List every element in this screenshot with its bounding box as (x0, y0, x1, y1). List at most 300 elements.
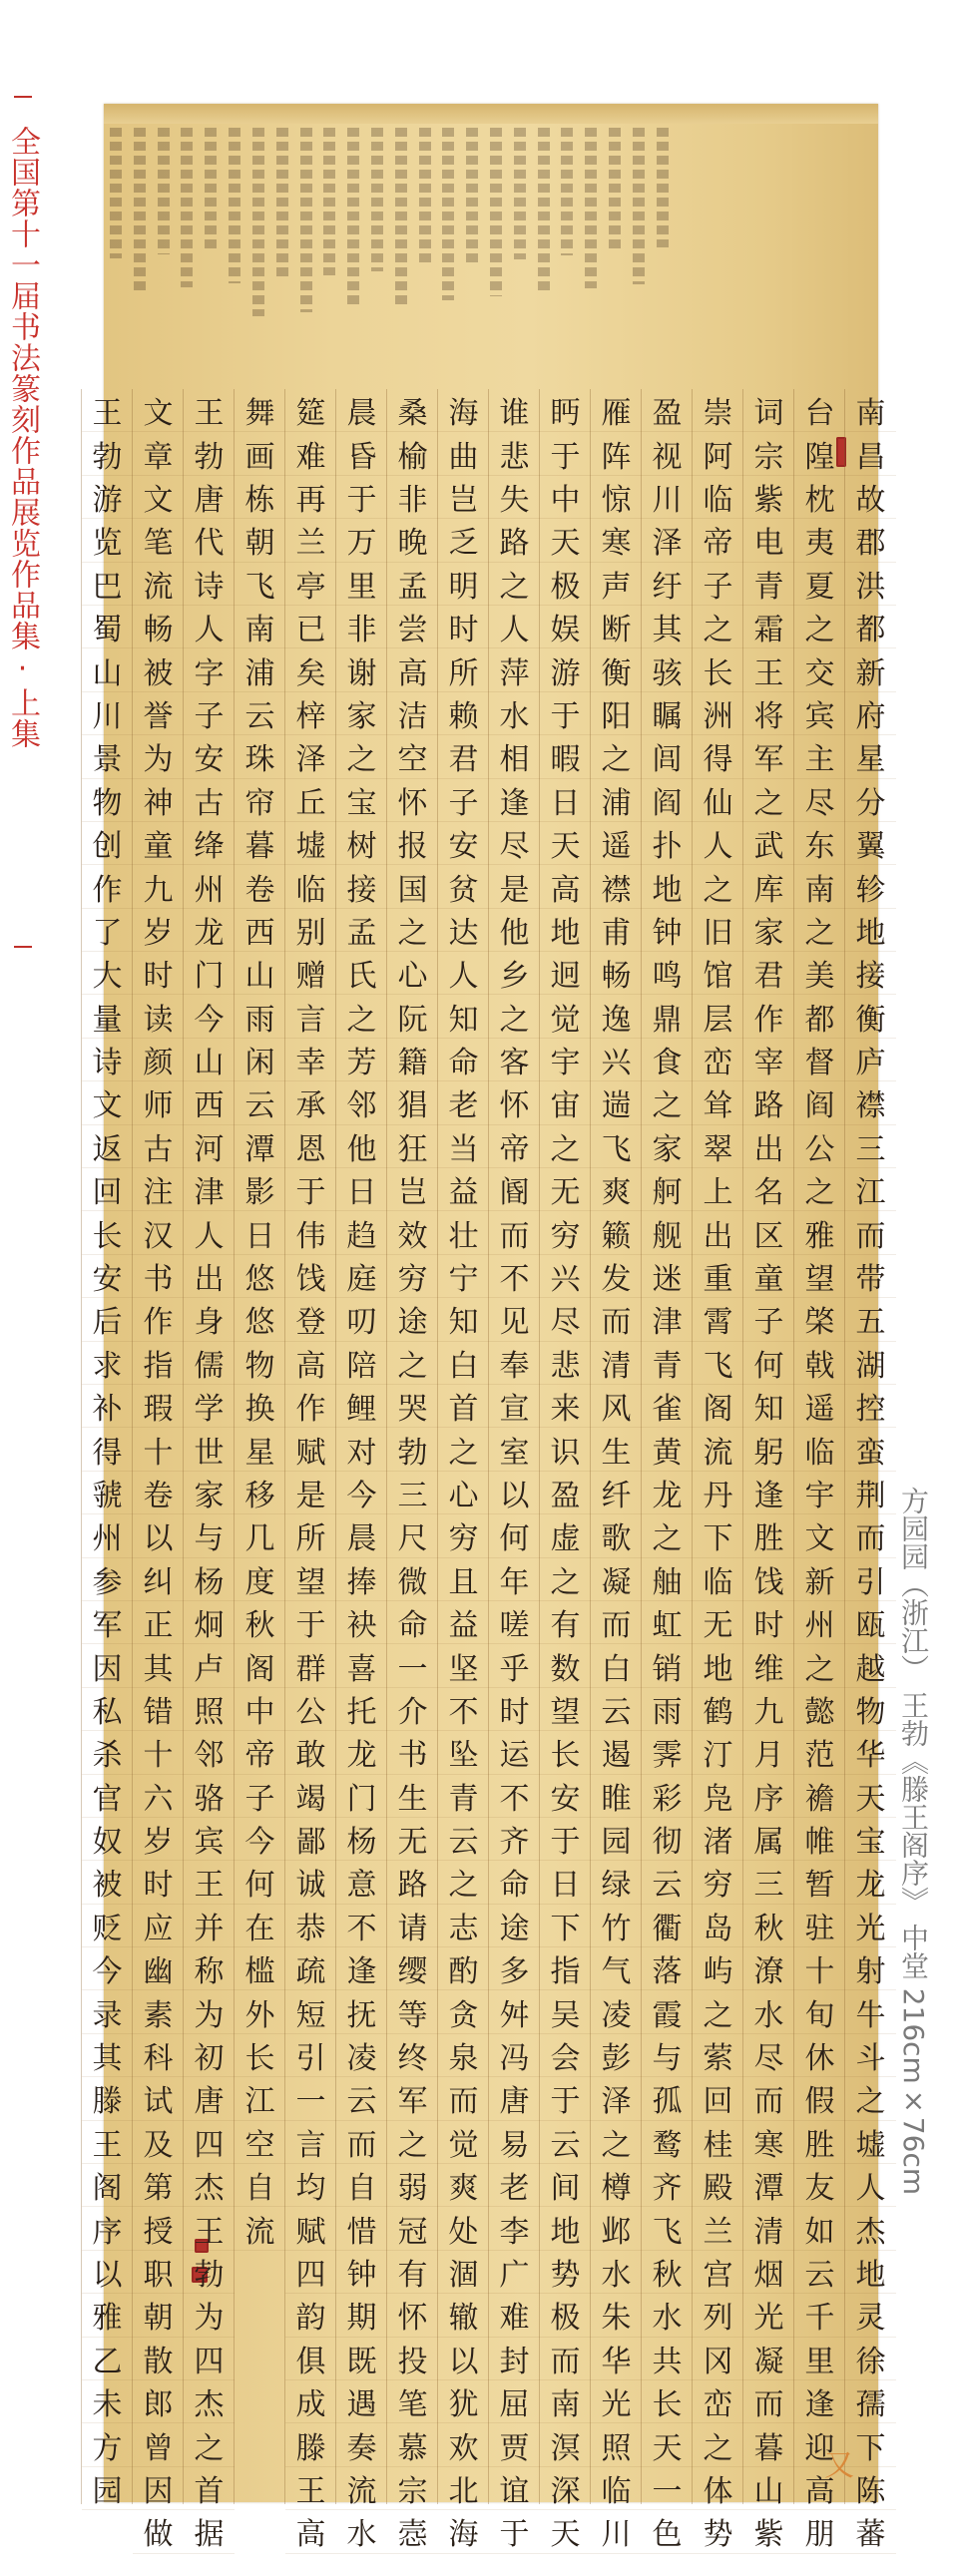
text-column (539, 389, 591, 2553)
character: 临 (285, 865, 336, 908)
character: 照 (184, 1688, 235, 1731)
character: 销 (642, 1644, 693, 1687)
character: 四 (184, 2338, 235, 2380)
character: 壮 (438, 1211, 489, 1254)
character: 览 (82, 519, 133, 562)
character: 清 (743, 2207, 794, 2250)
character: 秋 (235, 1601, 285, 1644)
character: 樽 (591, 2164, 642, 2207)
character: 文 (133, 476, 184, 519)
character: 梓 (285, 692, 336, 735)
character: 桑 (387, 389, 438, 432)
character: 竹 (591, 1905, 642, 1947)
character: 有 (540, 1601, 591, 1644)
character: 幸 (285, 1039, 336, 1081)
character: 假 (794, 2077, 845, 2120)
character: 榆 (387, 432, 438, 475)
character: 乏 (438, 519, 489, 562)
character: 电 (743, 519, 794, 562)
character: 天 (845, 1775, 896, 1818)
character: 萦 (693, 2034, 743, 2077)
character: 宗 (387, 2467, 438, 2510)
character: 千 (794, 2294, 845, 2337)
character: 称 (184, 1947, 235, 1990)
character: 赋 (285, 2207, 336, 2250)
character: 日 (336, 1168, 387, 1211)
character: 喜 (336, 1644, 387, 1687)
text-column (386, 389, 438, 2553)
character: 于 (540, 692, 591, 735)
character: 昏 (336, 432, 387, 475)
character: 地 (540, 2207, 591, 2250)
character: 舸 (642, 1168, 693, 1211)
text-column (132, 389, 184, 2553)
text-column (81, 389, 133, 2509)
character: 驻 (794, 1905, 845, 1947)
character: 阁 (82, 2164, 133, 2207)
character: 龙 (184, 909, 235, 952)
character: 主 (794, 735, 845, 778)
character: 神 (133, 779, 184, 822)
character: 初 (184, 2034, 235, 2077)
character: 方 (82, 2423, 133, 2466)
character: 益 (438, 1168, 489, 1211)
character: 阍 (489, 1168, 540, 1211)
character: 岛 (693, 1905, 743, 1947)
character: 华 (845, 1731, 896, 1774)
character: 阎 (794, 1081, 845, 1124)
character: 影 (235, 1168, 285, 1211)
character: 家 (743, 909, 794, 952)
character: 三 (743, 1861, 794, 1904)
character: 青 (438, 1775, 489, 1818)
character: 赖 (438, 692, 489, 735)
character: 他 (489, 909, 540, 952)
character: 狂 (387, 1125, 438, 1168)
character: 军 (82, 1601, 133, 1644)
inscription-column (442, 128, 454, 300)
character: 懿 (794, 1688, 845, 1731)
character: 阿 (693, 432, 743, 475)
character: 势 (693, 2510, 743, 2553)
character: 帝 (235, 1731, 285, 1774)
character: 潦 (743, 1947, 794, 1990)
character: 白 (438, 1342, 489, 1385)
character: 邻 (336, 1081, 387, 1124)
character: 孺 (845, 2380, 896, 2423)
character: 引 (845, 1558, 896, 1601)
character: 报 (387, 822, 438, 865)
character: 身 (184, 1298, 235, 1341)
character: 新 (794, 1558, 845, 1601)
character: 之 (184, 2423, 235, 2466)
character: 朋 (794, 2510, 845, 2553)
character: 绿 (591, 1861, 642, 1904)
character: 心 (438, 1472, 489, 1514)
character: 属 (743, 1818, 794, 1861)
character: 共 (642, 2338, 693, 2380)
character: 泽 (591, 2077, 642, 2120)
character: 桂 (693, 2121, 743, 2164)
character: 宝 (336, 779, 387, 822)
character: 齐 (642, 2164, 693, 2207)
character: 光 (743, 2294, 794, 2337)
character: 物 (845, 1688, 896, 1731)
character: 断 (591, 606, 642, 648)
character: 兴 (591, 1039, 642, 1081)
character: 失 (489, 476, 540, 519)
character: 广 (489, 2251, 540, 2294)
character: 州 (82, 1514, 133, 1557)
character: 高 (285, 2510, 336, 2553)
character: 炯 (184, 1601, 235, 1644)
character: 东 (794, 822, 845, 865)
character: 峦 (693, 2380, 743, 2423)
character: 坠 (438, 1731, 489, 1774)
character: 滕 (285, 2423, 336, 2466)
character: 伟 (285, 1211, 336, 1254)
character: 临 (794, 1428, 845, 1471)
character: 为 (133, 735, 184, 778)
character: 并 (184, 1905, 235, 1947)
character: 命 (387, 1601, 438, 1644)
header-rule-bottom (14, 946, 32, 948)
character: 宇 (794, 1472, 845, 1514)
character: 终 (387, 2034, 438, 2077)
character: 水 (336, 2510, 387, 2553)
character: 笔 (133, 519, 184, 562)
character: 萍 (489, 648, 540, 691)
character: 云 (235, 692, 285, 735)
character: 与 (184, 1514, 235, 1557)
character: 宾 (794, 692, 845, 735)
character: 层 (693, 995, 743, 1038)
character: 日 (235, 1211, 285, 1254)
character: 岁 (133, 909, 184, 952)
character: 逢 (743, 1472, 794, 1514)
character: 凝 (743, 2338, 794, 2380)
character: 高 (285, 1342, 336, 1385)
character: 故 (845, 476, 896, 519)
character: 因 (133, 2467, 184, 2510)
character: 之 (794, 909, 845, 952)
character: 登 (285, 1298, 336, 1341)
character: 孤 (642, 2077, 693, 2120)
character: 陈 (845, 2467, 896, 2510)
character: 安 (438, 822, 489, 865)
character: 涸 (438, 2251, 489, 2294)
character: 地 (540, 909, 591, 952)
character: 家 (184, 1472, 235, 1514)
inscription-column (490, 128, 502, 296)
character: 何 (235, 1861, 285, 1904)
character: 益 (438, 1601, 489, 1644)
character: 临 (591, 2467, 642, 2510)
inscription-column (395, 128, 407, 304)
character: 尽 (743, 2034, 794, 2077)
character: 之 (438, 1428, 489, 1471)
text-column (742, 389, 794, 2553)
character: 勃 (184, 2251, 235, 2294)
character: 宝 (845, 1818, 896, 1861)
character: 里 (794, 2338, 845, 2380)
character: 后 (82, 1298, 133, 1341)
character: 视 (642, 432, 693, 475)
text-column (488, 389, 540, 2553)
character: 汀 (693, 1731, 743, 1774)
text-grid (92, 389, 904, 2553)
character: 湖 (845, 1342, 896, 1385)
character: 洲 (693, 692, 743, 735)
character: 非 (336, 606, 387, 648)
inscription-column (347, 128, 359, 308)
character: 邺 (591, 2207, 642, 2250)
character: 因 (82, 1644, 133, 1687)
character: 创 (82, 822, 133, 865)
character: 而 (845, 1514, 896, 1557)
text-column (234, 389, 285, 2504)
character: 曲 (438, 432, 489, 475)
book-header (0, 0, 44, 998)
character: 杰 (184, 2380, 235, 2423)
character: 川 (82, 692, 133, 735)
character: 敢 (285, 1731, 336, 1774)
character: 台 (794, 389, 845, 432)
character: 几 (235, 1514, 285, 1557)
character: 之 (693, 1990, 743, 2033)
character: 谁 (489, 389, 540, 432)
character: 他 (336, 1125, 387, 1168)
character: 之 (693, 865, 743, 908)
character: 雅 (82, 2294, 133, 2337)
character: 尽 (540, 1298, 591, 1341)
character: 下 (540, 1905, 591, 1947)
character: 棨 (794, 1298, 845, 1341)
character: 溟 (540, 2423, 591, 2466)
character: 射 (845, 1947, 896, 1990)
character: 景 (82, 735, 133, 778)
character: 做 (133, 2510, 184, 2553)
character: 寒 (591, 519, 642, 562)
character: 之 (642, 1514, 693, 1557)
inscription-column (633, 128, 645, 284)
character: 何 (489, 1514, 540, 1557)
character: 盈 (642, 389, 693, 432)
character: 安 (82, 1255, 133, 1298)
character: 丘 (285, 779, 336, 822)
character: 绛 (184, 822, 235, 865)
character: 之 (387, 909, 438, 952)
character: 是 (285, 1472, 336, 1514)
character: 翠 (693, 1125, 743, 1168)
character: 五 (845, 1298, 896, 1341)
character: 夷 (794, 519, 845, 562)
character: 荆 (845, 1472, 896, 1514)
character: 帝 (693, 519, 743, 562)
character: 散 (133, 2338, 184, 2380)
character: 指 (133, 1342, 184, 1385)
character: 古 (184, 779, 235, 822)
character: 期 (336, 2294, 387, 2337)
character: 唐 (489, 2077, 540, 2120)
character: 雅 (794, 1211, 845, 1254)
character: 序 (82, 2207, 133, 2250)
character: 宾 (184, 1818, 235, 1861)
character: 饯 (285, 1255, 336, 1298)
character: 三 (387, 1472, 438, 1514)
character: 叨 (336, 1298, 387, 1341)
character: 昌 (845, 432, 896, 475)
character: 子 (184, 692, 235, 735)
character: 奉 (489, 1342, 540, 1385)
character: 友 (794, 2164, 845, 2207)
inscription-column (561, 128, 573, 255)
character: 地 (845, 2251, 896, 2294)
character: 兰 (693, 2207, 743, 2250)
character: 多 (489, 1947, 540, 1990)
character: 短 (285, 1990, 336, 2033)
character: 岁 (133, 1818, 184, 1861)
character: 朱 (591, 2294, 642, 2337)
character: 朝 (235, 519, 285, 562)
character: 齐 (489, 1818, 540, 1861)
character: 光 (591, 2380, 642, 2423)
character: 高 (540, 865, 591, 908)
character: 奏 (336, 2423, 387, 2466)
character: 兰 (285, 519, 336, 562)
character: 知 (438, 995, 489, 1038)
character: 师 (133, 1081, 184, 1124)
character: 为 (184, 1990, 235, 2033)
character: 人 (845, 2164, 896, 2207)
character: 首 (438, 1385, 489, 1428)
character: 帘 (235, 779, 285, 822)
character: 彭 (591, 2034, 642, 2077)
character: 恩 (285, 1125, 336, 1168)
character: 南 (235, 606, 285, 648)
character: 凝 (591, 1558, 642, 1601)
character: 奴 (82, 1818, 133, 1861)
character: 老 (489, 2164, 540, 2207)
character: 于 (540, 2077, 591, 2120)
artwork-caption: 方园园（浙江） 王勃《滕王阁序》 中堂 216cm×76cm (897, 1487, 930, 2196)
character: 及 (133, 2121, 184, 2164)
character: 错 (133, 1688, 184, 1731)
character: 凫 (693, 1775, 743, 1818)
character: 水 (489, 692, 540, 735)
character: 体 (693, 2467, 743, 2510)
character: 旬 (794, 1990, 845, 2033)
character: 遥 (591, 822, 642, 865)
character: 水 (642, 2294, 693, 2337)
character: 寒 (743, 2121, 794, 2164)
character: 外 (235, 1990, 285, 2033)
character: 谊 (489, 2467, 540, 2510)
character: 无 (387, 1818, 438, 1861)
character: 名 (743, 1168, 794, 1211)
character: 诗 (82, 1039, 133, 1081)
inscription-column (134, 128, 146, 291)
character: 安 (540, 1775, 591, 1818)
character: 返 (82, 1125, 133, 1168)
character: 亭 (285, 563, 336, 606)
character: 馆 (693, 952, 743, 995)
character: 鼎 (642, 995, 693, 1038)
character: 天 (540, 822, 591, 865)
character: 命 (438, 1039, 489, 1081)
character: 如 (794, 2207, 845, 2250)
character: 范 (794, 1731, 845, 1774)
character: 浦 (235, 648, 285, 691)
character: 再 (285, 476, 336, 519)
character: 地 (845, 909, 896, 952)
character: 瓯 (845, 1601, 896, 1644)
character: 章 (133, 432, 184, 475)
character: 时 (133, 952, 184, 995)
character: 胜 (794, 2121, 845, 2164)
inscription-column (300, 128, 312, 312)
character: 纤 (591, 1472, 642, 1514)
character: 星 (845, 735, 896, 778)
character: 西 (235, 909, 285, 952)
character: 里 (336, 563, 387, 606)
character: 指 (540, 1947, 591, 1990)
character: 珠 (235, 735, 285, 778)
character: 将 (743, 692, 794, 735)
character: 陪 (336, 1342, 387, 1385)
character: 诚 (285, 1861, 336, 1904)
character: 成 (285, 2380, 336, 2423)
character: 而 (845, 1211, 896, 1254)
character: 达 (438, 909, 489, 952)
character: 隍 (794, 432, 845, 475)
character: 烟 (743, 2251, 794, 2294)
character: 龙 (336, 1731, 387, 1774)
inscription-column (276, 128, 288, 279)
character: 云 (642, 1861, 693, 1904)
character: 睢 (591, 1775, 642, 1818)
corner-mark: 又 (824, 2448, 854, 2483)
character: 凌 (336, 2034, 387, 2077)
character: 眄 (540, 389, 591, 432)
character: 卷 (235, 865, 285, 908)
character: 食 (642, 1039, 693, 1081)
character: 贫 (438, 865, 489, 908)
character: 秋 (743, 1905, 794, 1947)
character: 之 (693, 2423, 743, 2466)
character: 清 (591, 1342, 642, 1385)
character: 间 (540, 2164, 591, 2207)
character: 之 (387, 2121, 438, 2164)
character: 路 (489, 519, 540, 562)
character: 素 (133, 1990, 184, 2033)
character: 吴 (540, 1990, 591, 2033)
character: 公 (794, 1125, 845, 1168)
character: 江 (845, 1168, 896, 1211)
character: 与 (642, 2034, 693, 2077)
character: 龙 (642, 1472, 693, 1514)
character: 雁 (591, 389, 642, 432)
character: 霁 (642, 1731, 693, 1774)
character: 自 (235, 2164, 285, 2207)
character: 之 (336, 995, 387, 1038)
character: 虚 (540, 1514, 591, 1557)
character: 杨 (336, 1818, 387, 1861)
character: 高 (387, 648, 438, 691)
character: 时 (489, 1688, 540, 1731)
inscription-column (371, 128, 383, 271)
character: 冈 (693, 2338, 743, 2380)
